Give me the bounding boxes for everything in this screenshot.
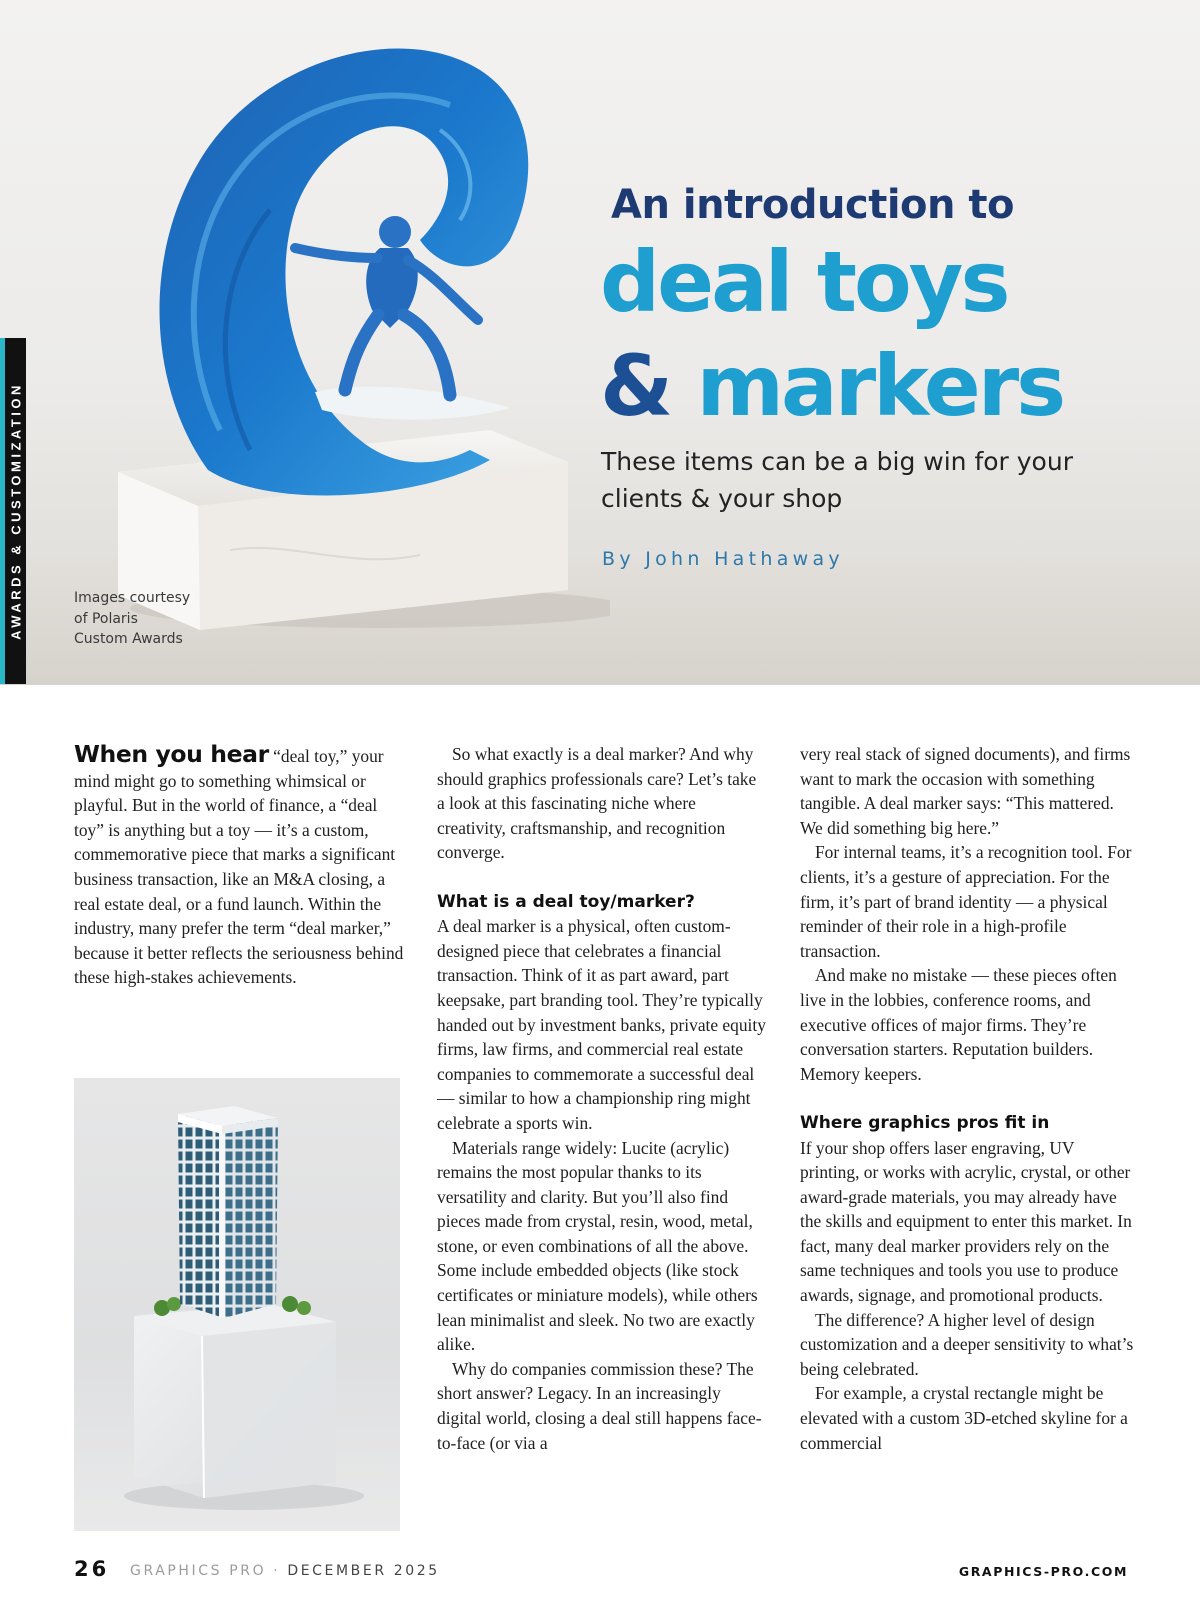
subhead-what-is: What is a deal toy/marker?	[437, 891, 695, 912]
section-tab	[0, 338, 26, 684]
article-headline	[600, 230, 1160, 438]
hero-banner	[0, 0, 1200, 685]
headline-markers-word: markers	[696, 337, 1064, 435]
headline-line-1: deal toys	[600, 233, 1008, 331]
opening-paragraph	[74, 742, 404, 990]
image-credit: Images courtesy of Polaris Custom Awards	[74, 590, 191, 647]
opening-text: “deal toy,” your mind might go to something whimsical or playful. But in the world of finance, a “deal toy” is anything but a toy — it’s a custom, commemorative piece that marks a significant business transaction, like an M&A closing, a real estate deal, or a fund launch. Within the industry, many prefer the term “deal marker,” because it better reflects the seriousness behind these high-stakes achievements.	[74, 746, 404, 988]
article-column-2	[437, 742, 767, 1455]
article-subheadline: These items can be a big win for your clients & your shop	[601, 447, 1073, 513]
publication-name: GRAPHICS PRO ·	[130, 1563, 281, 1579]
article-column-1	[74, 742, 404, 990]
paragraph: very real stack of signed documents), and firms want to mark the occasion with something tangible. A deal marker says: “This mattered. We did something big here.”	[800, 744, 1131, 838]
lead-in: When you hear	[74, 740, 269, 768]
headline-line-2	[600, 334, 1160, 438]
byline: By John Hathaway	[602, 548, 844, 570]
article-column-3	[800, 742, 1136, 1455]
paragraph: Materials range widely: Lucite (acrylic) remains the most popular thanks to its versatility and clarity. But you’ll also find pieces made from crystal, resin, wood, metal, stone, or even combinations of all the above. Some include embedded objects (like stock certificates or miniature models), while others lean minimalist and sleek. No two are exactly alike.	[437, 1137, 758, 1355]
paragraph: And make no mistake — these pieces often live in the lobbies, conference rooms, and executive offices of major firms. They’re conversation starters. Reputation builders. Memory keepers.	[800, 965, 1117, 1084]
wave-surfer-award-image	[90, 10, 610, 650]
page-number: 26	[74, 1557, 110, 1581]
paragraph: Why do companies commission these? The short answer? Legacy. In an increasingly digital world, closing a deal still happens face-to-face (or via a	[437, 1358, 762, 1453]
subhead-graphics-pros: Where graphics pros fit in	[800, 1112, 1050, 1133]
building-model-illustration	[74, 1078, 400, 1531]
headline-ampersand: &	[600, 337, 671, 435]
section-tab-label: AWARDS & CUSTOMIZATION	[8, 382, 23, 640]
building-deal-marker-image	[74, 1078, 400, 1531]
paragraph: For internal teams, it’s a recognition tool. For clients, it’s a gesture of appreciation. For the firm, it’s part of brand identity — a physical reminder of their role in a high-profile transaction.	[800, 842, 1132, 961]
paragraph: A deal marker is a physical, often custom-designed piece that celebrates a financial transaction. Think of it as part award, part keepsake, part branding tool. They’re typically handed out by investment banks, private equity firms, law firms, and commercial real estate companies to commemorate a successful deal — similar to how a championship ring might celebrate a sports win.	[437, 916, 766, 1133]
publication-info	[130, 1563, 440, 1579]
paragraph: The difference? A higher level of design customization and a deeper sensitivity to what’s being celebrated.	[800, 1309, 1134, 1379]
paragraph: For example, a crystal rectangle might be elevated with a custom 3D-etched skyline for a commercial	[800, 1383, 1128, 1453]
headline-kicker: An introduction to	[611, 182, 1015, 228]
paragraph: If your shop offers laser engraving, UV printing, or works with acrylic, crystal, or other award-grade materials, you may already have the skills and equipment to enter this market. In fact, many deal marker providers rely on the same techniques and tools you use to produce awards, signage, and promotional products.	[800, 1137, 1132, 1306]
paragraph: So what exactly is a deal marker? And why should graphics professionals care? Let’s take a look at this fascinating niche where creativity, craftsmanship, and recognition converge.	[437, 744, 757, 863]
issue-date: DECEMBER 2025	[287, 1563, 440, 1579]
website-url: GRAPHICS-PRO.COM	[958, 1564, 1128, 1579]
